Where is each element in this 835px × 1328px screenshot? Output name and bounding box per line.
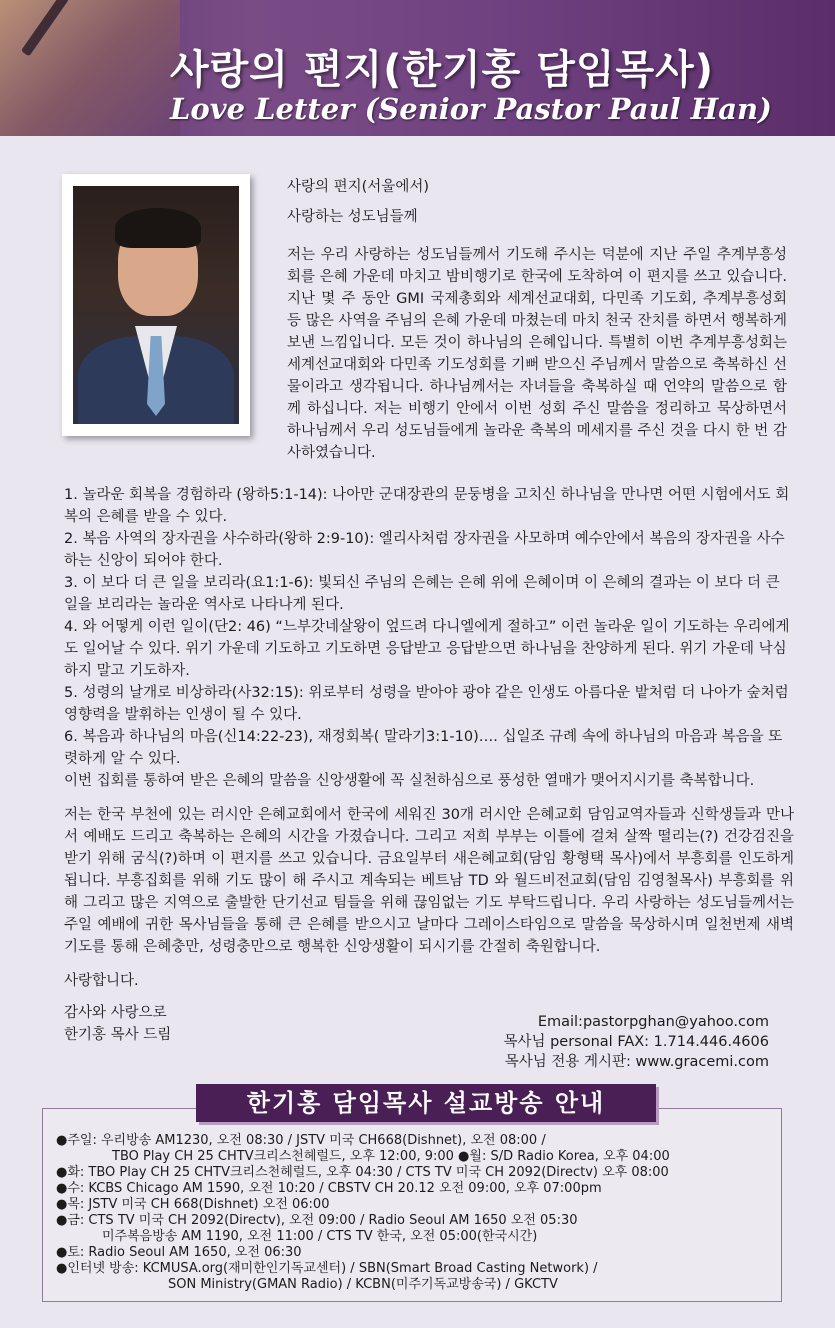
sermon-points-list	[64, 484, 794, 792]
letter-greeting: 사랑하는 성도님들께	[287, 209, 418, 225]
contact-fax: 목사님 personal FAX: 1.714.446.4606	[503, 1034, 769, 1050]
broadcast-line: 미주복음방송 AM 1190, 오전 11:00 / CTS TV 한국, 오전 05:00(한국시간)	[102, 1229, 538, 1244]
broadcast-line: ●토: Radio Seoul AM 1650, 오전 06:30	[56, 1245, 302, 1260]
list-item: 2. 복음 사역의 장자권을 사수하라(왕하 2:9-10): 엘리사처럼 장자권을 사모하며 예수안에서 복음의 장자권을 사수하는 신앙이 되어야 한다.	[64, 531, 785, 569]
list-item: 4. 와 어떻게 이런 일이(단2: 46) “느부갓네살왕이 엎드려 다니엘에게 절하고” 이런 놀라운 일이 기도하는 우리에게도 일어날 수 있다. 위기 가운데 기도하고 기도하면 응답받고 응답받으면 하나님을 찬양하게 된다. 위기 가운데 낙심하지 말고 기도하자.	[64, 619, 790, 679]
broadcast-line: ●목: JSTV 미국 CH 668(Dishnet) 오전 06:00	[56, 1197, 330, 1212]
signature-line-2: 한기홍 목사 드림	[64, 1027, 172, 1043]
title-english: Love Letter (Senior Pastor Paul Han)	[170, 92, 772, 126]
broadcast-line: TBO Play CH 25 CHTV크리스천헤럴드, 오후 12:00, 9:00 ●월: S/D Radio Korea, 오후 04:00	[112, 1149, 670, 1164]
letter-heading: 사랑의 편지(서울에서)	[287, 179, 429, 195]
header-banner	[0, 0, 835, 136]
broadcast-line: ●수: KCBS Chicago AM 1590, 오전 10:20 / CBSTV CH 20.12 오전 09:00, 오후 07:00pm	[56, 1181, 602, 1196]
hair-shape	[115, 208, 201, 248]
broadcast-line: ●화: TBO Play CH 25 CHTV크리스천헤럴드, 오후 04:30 / CTS TV 미국 CH 2092(Directv) 오후 08:00	[56, 1165, 669, 1180]
title-korean: 사랑의 편지(한기홍 담임목사)	[170, 47, 715, 93]
list-item: 6. 복음과 하나님의 마음(신14:22-23), 재정회복( 말라기3:1-10)…. 십일조 규례 속에 하나님의 마음과 복음을 또렷하게 알 수 있다.	[64, 729, 783, 767]
contact-email: Email:pastorpghan@yahoo.com	[537, 1014, 769, 1030]
broadcast-line: ●인터넷 방송: KCMUSA.org(재미한인기독교센터) / SBN(Smart Broad Casting Network) /	[56, 1261, 598, 1276]
list-item: 이번 집회를 통하여 받은 은혜의 말씀을 신앙생활에 꼭 실천하심으로 풍성한 열매가 맺어지시기를 축복합니다.	[64, 773, 755, 789]
broadcast-line: ●주일: 우리방송 AM1230, 오전 08:30 / JSTV 미국 CH668(Dishnet), 오전 08:00 /	[56, 1133, 546, 1148]
pen-writing-image	[0, 0, 180, 136]
letter-paragraph-2: 저는 한국 부천에 있는 러시안 은혜교회에서 한국에 세워진 30개 러시안 은혜교회 담임교역자들과 신학생들과 만나서 예배도 드리고 축복하는 은혜의 시간을 가졌습니다. 그리고 저희 부부는 이틀에 걸쳐 살짝 떨리는(?) 건강검진을 받기 위해 굼식(?)하며 이 편지를 쓰고 있습니다. 금요일부터 새은혜교회(담임 황형택 목사)에서 부흥회를 인도하게 됩니다. 부흥집회를 위해 기도 많이 해 주시고 계속되는 베트남 TD 와 월드비전교회(담임 김영철목사) 부흥회를 위해 그리고 많은 지역으로 출발한 단기선교 팀들을 위해 끊임없는 기도 부탁드립니다. 우리 사랑하는 성도님들께서는 주일 예배에 귀한 목사님들을 통해 큰 은혜를 받으시고 날마다 그레이스타임으로 말씀을 묵상하시며 일천번제 새벽기도를 통해 은혜충만, 성령충만으로 행복한 신앙생활이 되시기를 간절히 축원합니다.	[64, 807, 794, 955]
letter-paragraph-1: 저는 우리 사랑하는 성도님들께서 기도해 주시는 덕분에 지난 주일 추계부흥성회를 은혜 가운데 마치고 밤비행기로 한국에 도착하여 이 편지를 쓰고 있습니다. 지난 몇 주 동안 GMI 국제총회와 세계선교대회, 다민족 기도회, 추계부흥성회 등 많은 사역을 주님의 은혜 가운데 마쳤는데 마치 천국 잔치를 하면서 행복하게 보낸 느낌입니다. 모든 것이 하나님의 은혜입니다. 특별히 이번 추계부흥성회는 세계선교대회와 다민족 기도성회를 기뻐 받으신 주님께서 말씀으로 축복하신 선물이라고 생각됩니다. 하나님께서는 자녀들을 축복하실 때 언약의 말씀으로 함께 하십니다. 저는 비행기 안에서 이번 성회 주신 말씀을 정리하고 묵상하면서 하나님께서 우리 성도님들에게 놀라운 축복의 메세지를 주신 것을 다시 한 번 감사하였습니다.	[287, 247, 787, 461]
pastor-photo	[73, 186, 239, 424]
broadcast-banner-title: 한기홍 담임목사 설교방송 안내	[246, 1089, 606, 1117]
broadcast-banner	[196, 1084, 656, 1122]
contact-board: 목사님 전용 게시판: www.gracemi.com	[504, 1054, 769, 1070]
broadcast-line: ●금: CTS TV 미국 CH 2092(Directv), 오전 09:00 / Radio Seoul AM 1650 오전 05:30	[56, 1213, 578, 1228]
signature-line-1: 감사와 사랑으로	[64, 1005, 167, 1021]
list-item: 5. 성령의 날개로 비상하라(사32:15): 위로부터 성령을 받아야 광야 같은 인생도 아름다운 밭처럼 더 나아가 숲처럼 영향력을 발휘하는 인생이 될 수 있다.	[64, 685, 789, 723]
list-item: 1. 놀라운 회복을 경험하라 (왕하5:1-14): 나아만 군대장관의 문둥병을 고치신 하나님을 만나면 어떤 시험에서도 회복의 은혜를 받을 수 있다.	[64, 487, 790, 525]
pastor-photo-frame	[62, 174, 250, 436]
closing-text: 사랑합니다.	[64, 973, 139, 989]
fountain-pen-icon	[21, 0, 69, 57]
broadcast-line: SON Ministry(GMAN Radio) / KCBN(미주기독교방송국) / GKCTV	[168, 1277, 558, 1292]
list-item: 3. 이 보다 더 큰 일을 보리라(요1:1-6): 빛되신 주님의 은혜는 은혜 위에 은혜이며 이 은혜의 결과는 이 보다 더 큰 일을 보리라는 놀라운 역사로 나타나게 된다.	[64, 575, 780, 613]
